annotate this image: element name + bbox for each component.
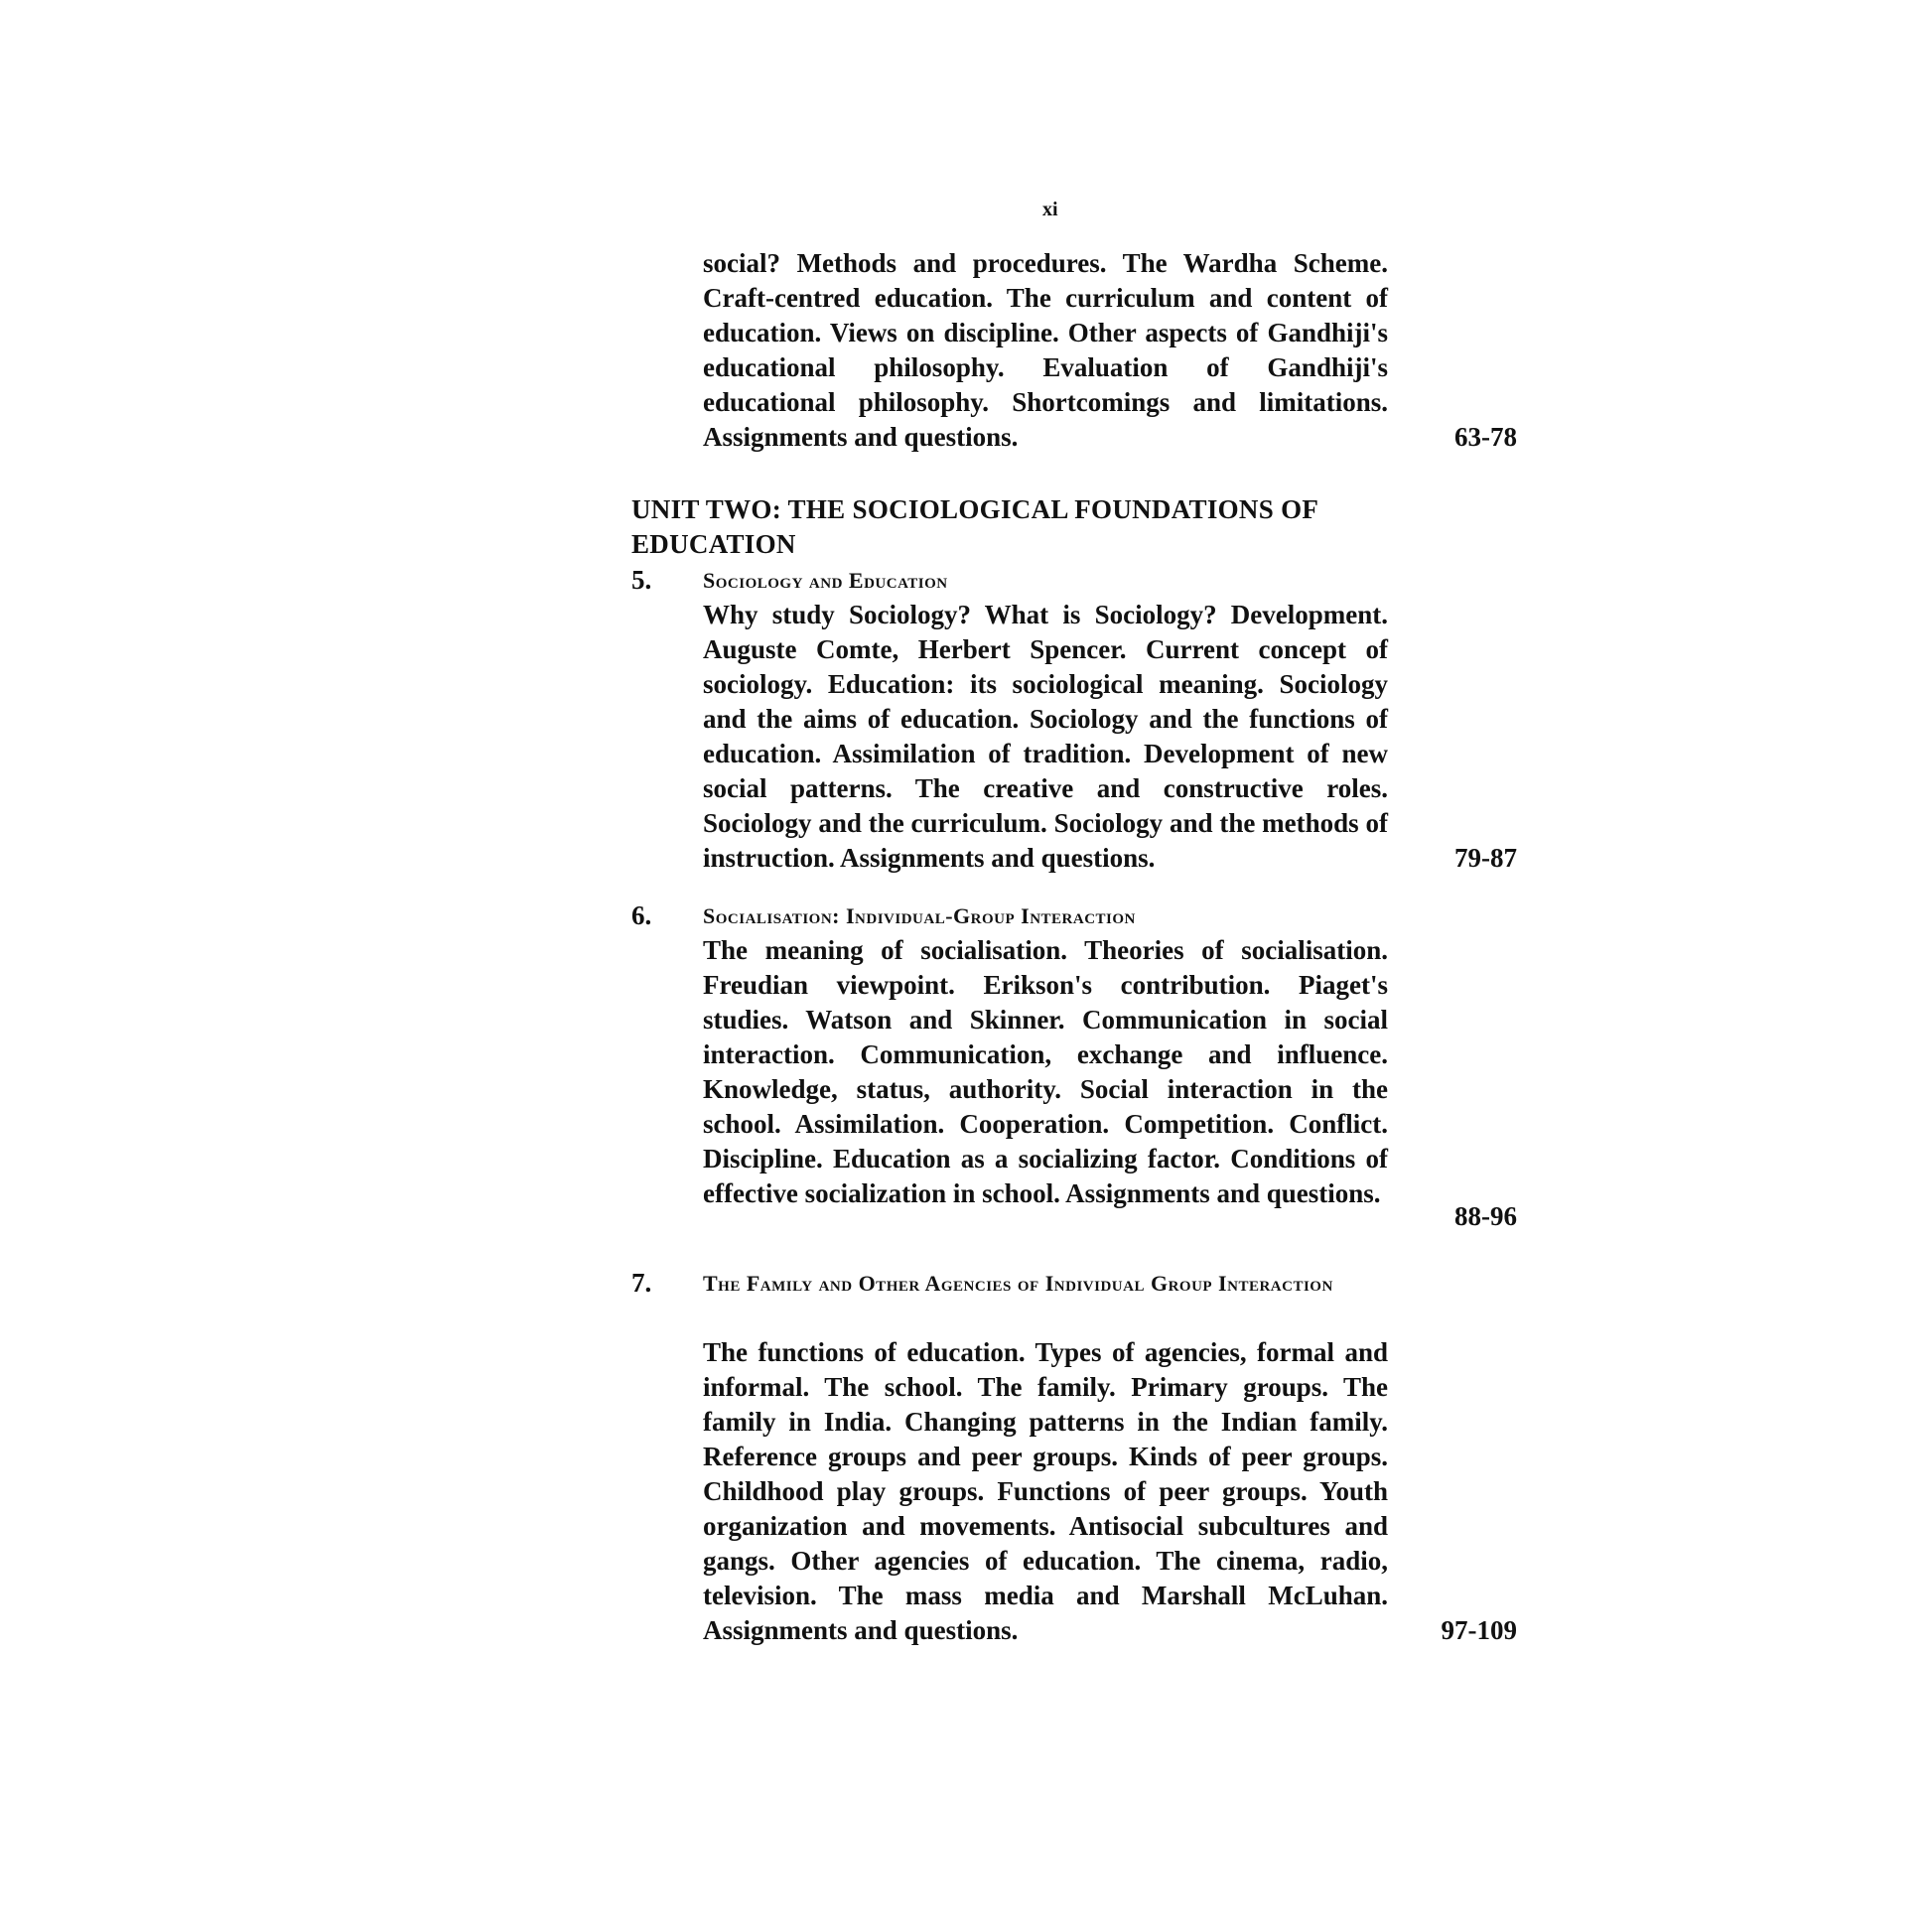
- continuation-pages: 63-78: [1454, 422, 1517, 452]
- chapter-title: The Family and Other Agencies of Individual Group Interaction: [703, 1271, 1333, 1296]
- unit-heading: UNIT TWO: THE SOCIOLOGICAL FOUNDATIONS OF EDUCATION: [631, 494, 1318, 559]
- continuation-text: social? Methods and procedures. The Wardha Scheme. Craft-centred education. The curriculum and content of education. Views on discipline. Other aspects of Gandhiji's educational philosophy. Evaluation of Gandhiji's educational philosophy. Shortcomings and limitations. Assignments and questions.: [703, 248, 1388, 452]
- chapter-title: Socialisation: Individual-Group Interaction: [703, 903, 1136, 928]
- page-number: xi: [1042, 199, 1058, 220]
- chapter-number: 7.: [631, 1268, 652, 1298]
- chapter-body: The meaning of socialisation. Theories of socialisation. Freudian viewpoint. Erikson's contribution. Piaget's studies. Watson and Skinner. Communication in social interaction. Communication, exchange and influence. Knowledge, status, authority. Social interaction in the school. Assimilation. Cooperation. Competition. Conflict. Discipline. Education as a socializing factor. Conditions of effective socialization in school. Assignments and questions.: [703, 935, 1388, 1208]
- chapter-pages: 88-96: [1454, 1201, 1517, 1231]
- chapter-number: 5.: [631, 565, 652, 595]
- chapter-pages: 97-109: [1441, 1615, 1517, 1645]
- chapter-body: Why study Sociology? What is Sociology? Development. Auguste Comte, Herbert Spencer. Current concept of sociology. Education: its sociological meaning. Sociology and the aims of education. Sociology and the functions of education. Assimilation of tradition. Development of new social patterns. The creative and constructive roles. Sociology and the curriculum. Sociology and the methods of instruction. Assignments and questions.: [703, 600, 1388, 873]
- chapter-number: 6.: [631, 900, 652, 930]
- chapter-title: Sociology and Education: [703, 568, 948, 593]
- chapter-pages: 79-87: [1454, 843, 1517, 873]
- chapter-body: The functions of education. Types of agencies, formal and informal. The school. The family. Primary groups. The family in India. Changing patterns in the Indian family. Reference groups and peer groups. Kinds of peer groups. Childhood play groups. Functions of peer groups. Youth organization and movements. Antisocial subcultures and gangs. Other agencies of education. The cinema, radio, television. The mass media and Marshall McLuhan. Assignments and questions.: [703, 1337, 1388, 1645]
